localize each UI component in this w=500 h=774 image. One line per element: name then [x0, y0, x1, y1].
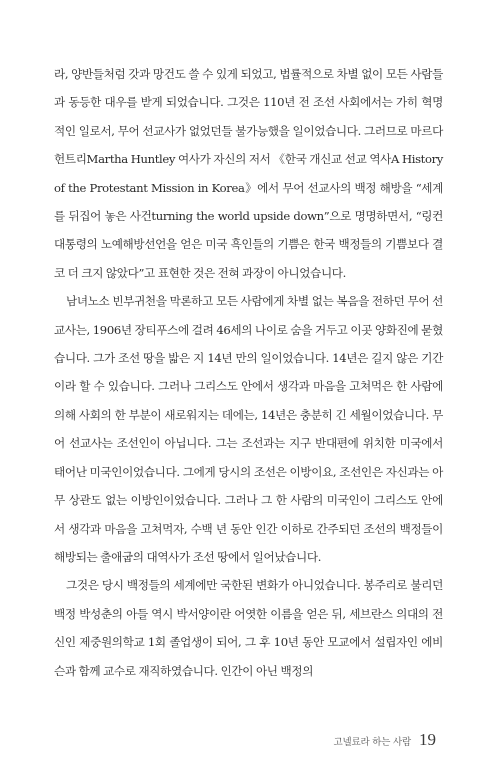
paragraph-2: 남녀노소 빈부귀천을 막론하고 모든 사람에게 차별 없는 복음을 전하던 무어 선교사는, 1906년 장티푸스에 걸려 46세의 나이로 숨을 거두고 이곳 양화진에 묻혔습니다. 그가 조선 땅을 밟은 지 14년 만의 일이었습니다. 14년은 길지 않은 기간이라 할 수 있습니다. 그러나 그리스도 안에서 생각과 마음을 고쳐먹은 한 사람에 의해 사회의 한 부분이 새로워지는 데에는, 14년은 충분히 긴 세월이었습니다. 무어 선교사는 조선인이 아닙니다. 그는 조선과는 지구 반대편에 위치한 미국에서 태어난 미국인이었습니다. 그에게 당시의 조선은 이방이요, 조선인은 자신과는 아무 상관도 없는 이방인이었습니다. 그러나 그 한 사람의 미국인이 그리스도 안에서 생각과 마음을 고쳐먹자, 수백 년 동안 인간 이하로 간주되던 조선의 백정들이 해방되는 출애굽의 대역사가 조선 땅에서 일어났습니다.: [54, 294, 443, 564]
body-text: [54, 60, 443, 685]
page-footer: [334, 730, 436, 750]
paragraph-3: 그것은 당시 백정들의 세계에만 국한된 변화가 아니었습니다. 봉주리로 불리던 백정 박성춘의 아들 역시 박서양이란 어엿한 이름을 얻은 뒤, 세브란스 의대의 전신인 제중원의학교 1회 졸업생이 되어, 그 후 10년 동안 모교에서 설립자인 에비슨과 함께 교수로 재직하였습니다. 인간이 아닌 백정의: [54, 578, 443, 678]
running-title: 고넬료라 하는 사람: [333, 737, 411, 748]
page-number: 19: [419, 730, 436, 749]
paragraph-1: 라, 양반들처럼 갓과 망건도 쓸 수 있게 되었고, 법률적으로 차별 없이 모든 사람들과 동등한 대우를 받게 되었습니다. 그것은 110년 전 조선 사회에서는 가히 혁명적인 일로서, 무어 선교사가 없었던들 불가능했을 일이었습니다. 그러므로 마르다 헌트리Martha Huntley 여사가 자신의 저서 《한국 개신교 선교 역사A History of the Protestant Mission in Korea》에서 무어 선교사의 백정 해방을 “세계를 뒤집어 놓은 사건turning the world upside down”으로 명명하면서, “링컨 대통령의 노예해방선언을 얻은 미국 흑인들의 기쁨은 한국 백정들의 기쁨보다 결코 더 크지 않았다”고 표현한 것은 전혀 과장이 아니었습니다.: [54, 67, 443, 280]
